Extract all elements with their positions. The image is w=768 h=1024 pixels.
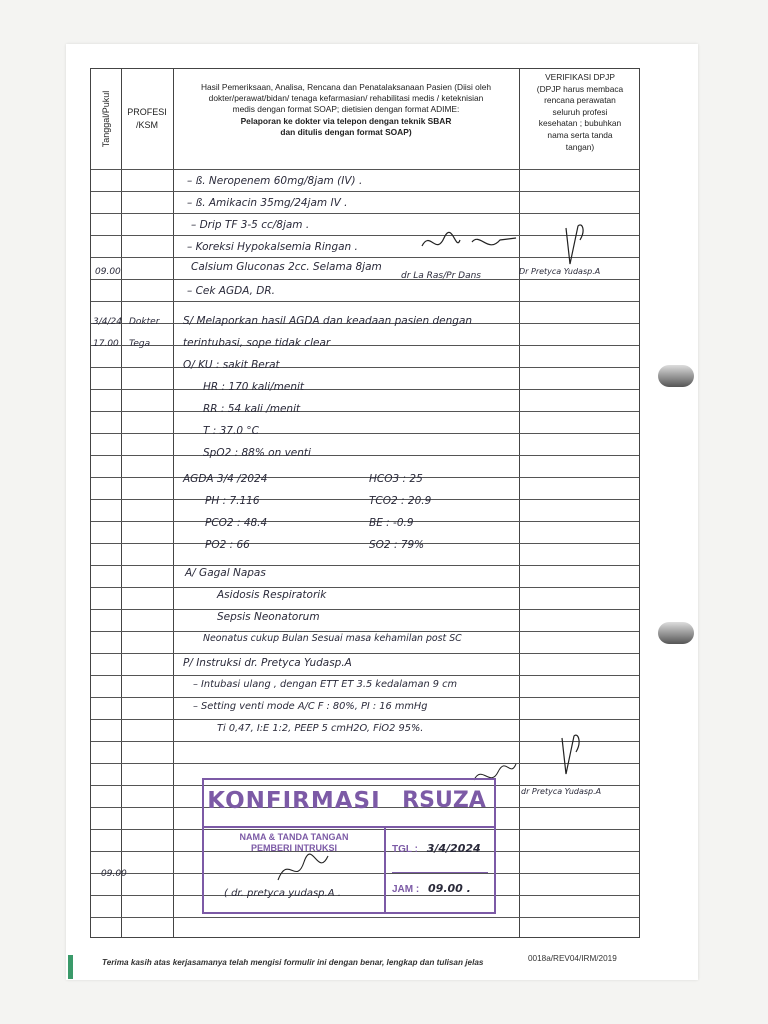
row-line	[91, 609, 639, 610]
entry-time: 09.00	[101, 869, 127, 879]
header-verifikasi-dpjp: VERIFIKASI DPJP (DPJP harus membaca rencana perawatan seluruh profesi kesehatan ; bubuhkan nama serta tanda tangan)	[536, 72, 624, 152]
header-tanggal-pukul: Tanggal/Pukul	[101, 90, 111, 148]
verifikasi-signature-text: Dr Pretyca Yudasp.A	[519, 267, 601, 276]
entry-text: – ß. Amikacin 35mg/24jam IV .	[187, 197, 348, 209]
row-line	[91, 455, 639, 456]
entry-time: 17.00	[93, 339, 119, 349]
row-line	[91, 235, 639, 236]
signature-scribble	[556, 732, 586, 782]
entry-text: HCO3 : 25	[369, 473, 423, 485]
stamp-tgl-value: 3/4/2024	[426, 842, 481, 855]
entry-text: AGDA 3/4 /2024	[183, 473, 268, 485]
page-edge-strip	[68, 955, 73, 979]
signature-scribble	[420, 228, 520, 258]
entry-text: Sepsis Neonatorum	[217, 611, 320, 623]
row-line	[91, 169, 639, 170]
entry-text: O/ KU : sakit Berat	[183, 359, 280, 371]
entry-text: TCO2 : 20.9	[369, 495, 432, 507]
entry-text: HR : 170 kali/menit	[203, 381, 305, 393]
stamp-hospital-logo: RSUZA	[402, 788, 486, 813]
entry-text: – Setting venti mode A/C F : 80%, PI : 16 mmHg	[193, 701, 428, 712]
entry-text: terintubasi, sope tidak clear	[183, 337, 331, 349]
header-hasil-pemeriksaan: Hasil Pemeriksaan, Analisa, Rencana dan Penatalaksanaan Pasien (Diisi oleh dokter/perawat/bidan/ tenaga kefarmasian/ rehabilitasi medis / keteknisian medis dengan format SOAP; dietisien dengan format ADIME: Pelaporan ke dokter via telepon dengan teknik SBAR dan ditulis dengan format SOAP)	[200, 82, 492, 137]
entry-text: P/ Instruksi dr. Pretyca Yudasp.A	[183, 657, 352, 669]
row-line	[91, 367, 639, 368]
entry-text: – ß. Neropenem 60mg/8jam (IV) .	[187, 175, 363, 187]
entry-date: 3/4/24	[93, 317, 122, 327]
form-code: 0018a/REV04/IRM/2019	[528, 954, 617, 963]
row-line	[91, 543, 639, 544]
row-line	[91, 653, 639, 654]
row-line	[91, 433, 639, 434]
stamp-divider	[392, 872, 488, 873]
entry-text: – Intubasi ulang , dengan ETT ET 3.5 kedalaman 9 cm	[193, 679, 458, 690]
row-line	[91, 279, 639, 280]
row-line	[91, 499, 639, 500]
row-line	[91, 301, 639, 302]
entry-text: PO2 : 66	[205, 539, 250, 551]
row-line	[91, 719, 639, 720]
row-line	[91, 521, 639, 522]
entry-profesi: Dokter	[129, 317, 160, 327]
verifikasi-signature-text: dr Pretyca Yudasp.A	[521, 787, 602, 796]
entry-text: PH : 7.116	[205, 495, 260, 507]
entry-text: SpO2 : 88% on venti	[203, 447, 311, 459]
entry-text: S/ Melaporkan hasil AGDA dan keadaan pasien dengan	[183, 315, 473, 327]
binder-ring-top	[658, 365, 694, 387]
entry-text: – Koreksi Hypokalsemia Ringan .	[187, 241, 358, 253]
row-line	[91, 675, 639, 676]
row-line	[91, 477, 639, 478]
entry-text: Neonatus cukup Bulan Sesuai masa kehamilan post SC	[203, 633, 462, 644]
row-line	[91, 389, 639, 390]
stamp-jam: JAM : 09.00 .	[392, 882, 471, 895]
row-line	[91, 191, 639, 192]
stamp-divider	[204, 826, 494, 828]
row-line	[91, 257, 639, 258]
stamp-title: KONFIRMASI	[207, 788, 381, 814]
entry-signature-text: dr La Ras/Pr Dans	[401, 271, 481, 281]
stamp-tgl: TGL : 3/4/2024	[392, 842, 481, 855]
entry-text: Calsium Gluconas 2cc. Selama 8jam	[191, 261, 382, 273]
stamp-nama-label: NAMA & TANDA TANGAN PEMBERI INTRUKSI	[239, 832, 349, 853]
entry-time: 09.00	[95, 267, 121, 277]
row-line	[91, 917, 639, 918]
stamp-pemberi-name: ( dr. pretyca yudasp.A .	[224, 888, 341, 899]
entry-text: T : 37.0 °C	[203, 425, 259, 437]
entry-text: – Cek AGDA, DR.	[187, 285, 275, 297]
entry-text: – Drip TF 3-5 cc/8jam .	[191, 219, 310, 231]
stamp-divider	[384, 826, 386, 912]
konfirmasi-stamp	[202, 778, 496, 914]
binder-ring-bottom	[658, 622, 694, 644]
entry-text: RR : 54 kali /menit	[203, 403, 301, 415]
footer-note: Terima kasih atas kerjasamanya telah mengisi formulir ini dengan benar, lengkap dan tulisan jelas	[102, 958, 484, 967]
signature-scribble	[274, 850, 334, 890]
entry-text: SO2 : 79%	[369, 539, 425, 551]
entry-text: BE : -0.9	[369, 517, 414, 529]
row-line	[91, 631, 639, 632]
signature-scribble	[560, 220, 590, 270]
entry-text: Ti 0,47, I:E 1:2, PEEP 5 cmH2O, FiO2 95%.	[217, 723, 424, 734]
entry-text: PCO2 : 48.4	[205, 517, 268, 529]
row-line	[91, 697, 639, 698]
row-line	[91, 213, 639, 214]
entry-text: A/ Gagal Napas	[185, 567, 266, 579]
entry-profesi: Tega	[129, 339, 151, 349]
stamp-jam-value: 09.00 .	[428, 882, 471, 895]
header-profesi: PROFESI /KSM	[127, 107, 167, 130]
row-line	[91, 565, 639, 566]
row-line	[91, 587, 639, 588]
row-line	[91, 411, 639, 412]
row-line	[91, 345, 639, 346]
entry-text: Asidosis Respiratorik	[217, 589, 327, 601]
